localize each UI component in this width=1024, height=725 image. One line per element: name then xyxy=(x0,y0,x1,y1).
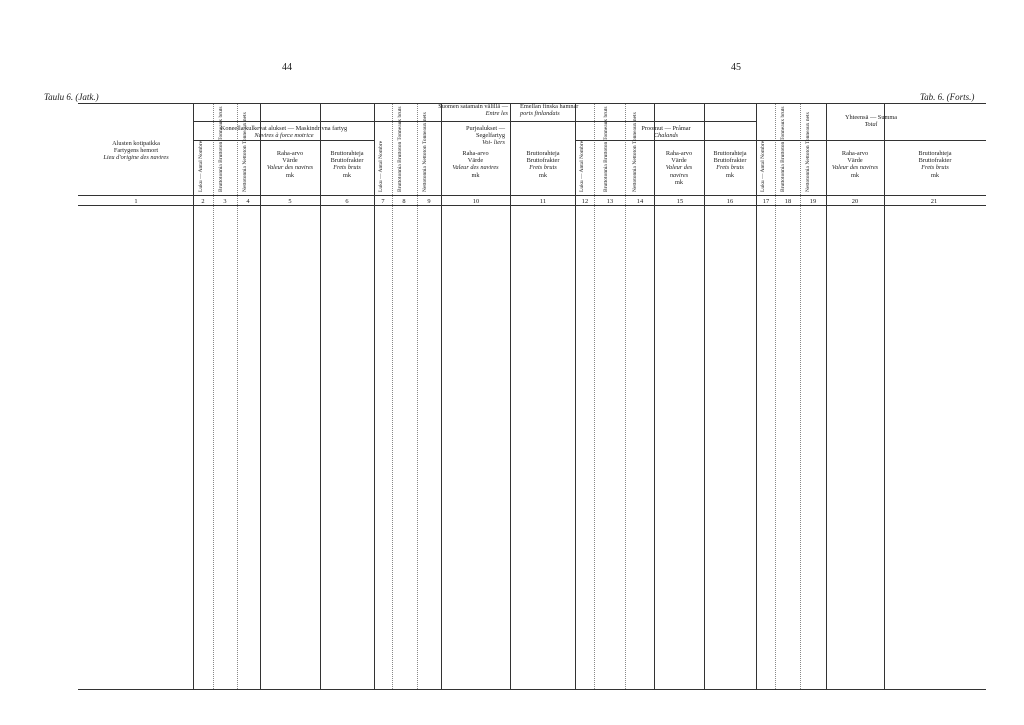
col-count-header: Luku — Antal Nombre xyxy=(198,140,204,192)
group2-fr: Voi- liers xyxy=(482,139,505,147)
col-rule xyxy=(575,104,576,689)
col-gross-header: Bruttotonnia Bruttoton Tonneaux bruts xyxy=(397,106,403,192)
column-number: 8 xyxy=(402,198,406,205)
col-count-header: Luku — Antal Nombre xyxy=(579,140,585,192)
column-number: 7 xyxy=(381,198,385,205)
col-rule xyxy=(625,104,626,689)
value-header-fr: Valeur des navires xyxy=(452,164,499,172)
column-number: 12 xyxy=(581,198,589,205)
column-number: 4 xyxy=(246,198,250,205)
top-span-header-cont xyxy=(520,103,640,117)
top-span-fi: Suomen satamain välillä — xyxy=(438,103,508,110)
freight-header-fr: Frets bruts xyxy=(921,164,949,172)
freight-header xyxy=(706,150,754,179)
column-number: 5 xyxy=(288,198,292,205)
col-gross-header: Bruttotonnia Bruttoton Tonneaux bruts xyxy=(780,106,786,192)
col-rule xyxy=(826,104,827,689)
freight-header-fi: Bruttorahteja xyxy=(918,150,952,157)
col-rule xyxy=(392,104,393,689)
freight-header xyxy=(322,150,372,179)
column-number: 20 xyxy=(851,198,859,205)
value-header-fr: Valeur des navires xyxy=(665,164,693,179)
col-rule xyxy=(237,104,238,689)
value-header-unit: mk xyxy=(850,171,860,179)
group4-header xyxy=(760,114,982,128)
freight-header-sv: Bruttofrakter xyxy=(526,157,560,165)
col-net-header: Nettotonnia Nettoton Tonneaux nets xyxy=(422,112,428,192)
col-rule xyxy=(510,104,511,689)
value-header-unit: mk xyxy=(285,171,295,179)
freight-header-unit: mk xyxy=(930,171,940,179)
col-rule xyxy=(775,104,776,689)
col-rule xyxy=(594,104,595,689)
value-header-fr: Valeur des navires xyxy=(266,164,314,172)
value-header-fi: Raha-arvo xyxy=(841,150,869,157)
group-rule xyxy=(756,140,986,141)
stub-header xyxy=(82,140,190,162)
freight-header-sv: Bruttofrakter xyxy=(918,157,952,165)
freight-header-sv: Bruttofrakter xyxy=(330,157,364,165)
group2-title: Purjealukset — Segelfartyg xyxy=(466,125,505,140)
value-header-unit: mk xyxy=(674,178,684,186)
col-rule xyxy=(213,104,214,689)
value-header-sv: Värde xyxy=(671,157,687,165)
table-bottom-rule xyxy=(78,689,986,690)
value-header xyxy=(262,150,318,179)
column-number: 10 xyxy=(472,198,480,205)
freight-header-fi: Bruttorahteja xyxy=(330,150,364,157)
group2-header xyxy=(445,125,505,147)
left-caption: Taulu 6. (Jatk.) xyxy=(44,92,99,102)
freight-header-unit: mk xyxy=(342,171,352,179)
left-page-number: 44 xyxy=(282,62,292,73)
group4-fr: Total xyxy=(864,121,878,129)
col-gross-header: Bruttotonnia Bruttoton Tonneaux bruts xyxy=(603,106,609,192)
freight-header-fr: Frets bruts xyxy=(716,164,744,172)
col-rule xyxy=(260,104,261,689)
stub-header-sv: Fartygens hemort xyxy=(113,147,159,155)
header-bottom-rule xyxy=(78,195,986,196)
col-rule xyxy=(884,104,885,689)
col-net-header: Nettotonnia Nettoton Tonneaux nets xyxy=(805,112,811,192)
value-header-fi: Raha-arvo xyxy=(462,150,489,157)
col-count-header: Luku — Antal Nombre xyxy=(378,140,384,192)
value-header-fr: Valeur des navires xyxy=(831,164,879,172)
col-net-header: Nettotonnia Nettoton Tonneaux nets xyxy=(242,112,248,192)
freight-header-fr: Frets bruts xyxy=(333,164,361,172)
freight-header-unit: mk xyxy=(538,171,548,179)
value-header-sv: Värde xyxy=(467,157,484,165)
right-caption: Tab. 6. (Forts.) xyxy=(920,92,975,102)
column-number: 15 xyxy=(676,198,684,205)
col-rule xyxy=(417,104,418,689)
top-span-fr-a: Entre les xyxy=(485,110,508,118)
col-count-header: Luku — Antal Nombre xyxy=(760,140,766,192)
col-rule xyxy=(441,104,442,689)
column-number: 1 xyxy=(134,198,138,205)
column-number: 16 xyxy=(726,198,734,205)
stub-header-fr: Lieu d'origine des navires xyxy=(103,154,169,162)
column-number: 3 xyxy=(223,198,227,205)
column-number: 13 xyxy=(606,198,614,205)
column-number: 6 xyxy=(345,198,349,205)
freight-header-sv: Bruttofrakter xyxy=(713,157,747,165)
group4-title: Yhteensä — Summa xyxy=(844,114,898,121)
value-header xyxy=(828,150,882,179)
col-rule xyxy=(756,104,757,689)
top-span-rule xyxy=(193,121,756,122)
column-number: 14 xyxy=(636,198,644,205)
col-rule xyxy=(704,104,705,689)
col-rule xyxy=(320,104,321,689)
value-header-sv: Värde xyxy=(847,157,863,165)
value-header xyxy=(656,150,702,186)
freight-header xyxy=(886,150,984,179)
freight-header-fi: Bruttorahteja xyxy=(526,150,560,157)
group3-title: Proomut — Pråmar xyxy=(641,125,691,132)
column-number: 19 xyxy=(809,198,817,205)
stub-header-fi: Alusten kotipaikka xyxy=(112,140,160,147)
group1-title: Koneella kulkevat alukset — Maskindrivna fartyg xyxy=(220,125,348,132)
column-number: 17 xyxy=(762,198,770,205)
column-number: 2 xyxy=(201,198,205,205)
col-rule xyxy=(800,104,801,689)
group1-fr: Navires à force motrice xyxy=(254,132,314,140)
top-span-fr-b: ports finlandais xyxy=(520,110,560,118)
top-span-sv: Emellan finska hamnar xyxy=(520,103,579,110)
column-number: 18 xyxy=(784,198,792,205)
value-header-fi: Raha-arvo xyxy=(665,150,693,157)
col-rule xyxy=(193,104,194,689)
col-gross-header: Bruttotonnia Bruttoton Tonneaux bruts xyxy=(218,106,224,192)
column-number-rule xyxy=(78,205,986,206)
value-header-fi: Raha-arvo xyxy=(276,150,304,157)
freight-header-unit: mk xyxy=(725,171,735,179)
column-number: 21 xyxy=(930,198,938,205)
value-header-sv: Värde xyxy=(282,157,298,165)
freight-header xyxy=(512,150,574,179)
column-number: 11 xyxy=(539,198,547,205)
right-page-number: 45 xyxy=(731,62,741,73)
col-net-header: Nettotonnia Nettoton Tonneaux nets xyxy=(632,112,638,192)
value-header-unit: mk xyxy=(471,171,480,179)
freight-header-fi: Bruttorahteja xyxy=(713,150,747,157)
column-number: 9 xyxy=(427,198,431,205)
col-rule xyxy=(654,104,655,689)
value-header xyxy=(443,150,508,179)
group3-fr: Chalands xyxy=(653,132,679,140)
freight-header-fr: Frets bruts xyxy=(529,164,557,172)
col-rule xyxy=(374,104,375,689)
